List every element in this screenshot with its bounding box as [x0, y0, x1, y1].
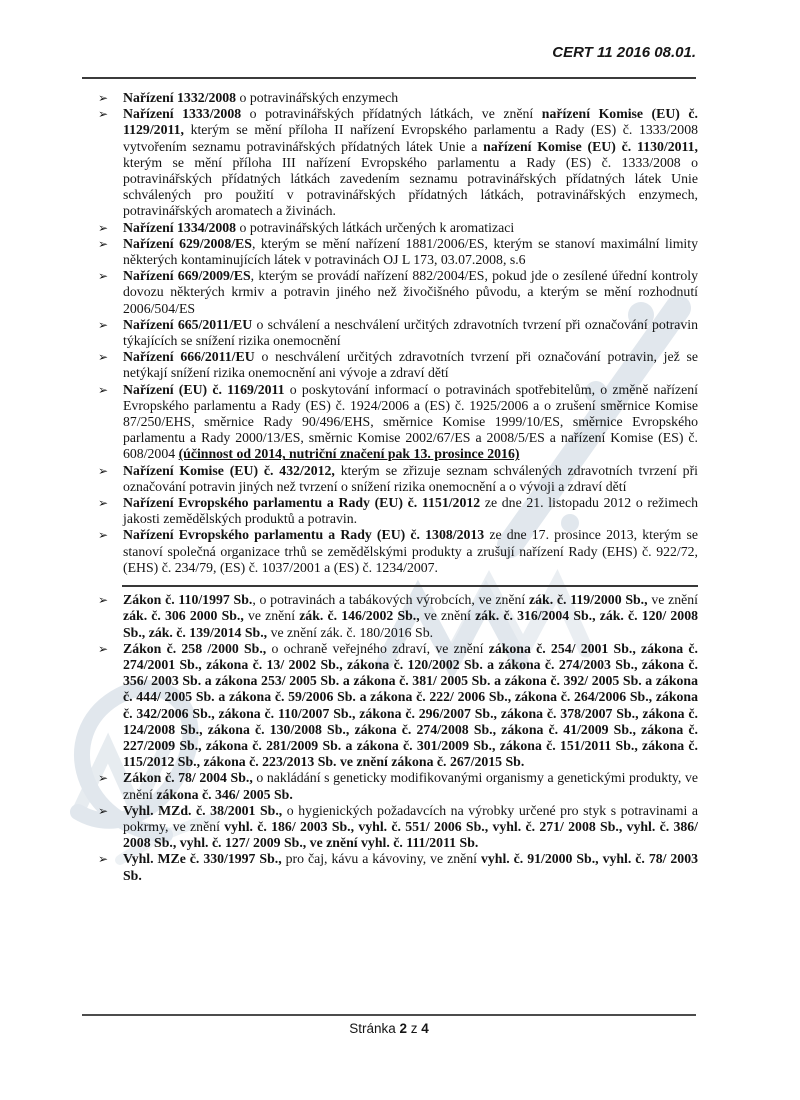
text-segment: kterým se zřizuje seznam schválených zdravotních tvrzení při označování potravin jiných než tvrzení o snížení rizika onemocnění a o vývoji a zdraví dětí [123, 462, 698, 494]
list-item [82, 770, 698, 802]
list-item [82, 382, 698, 463]
arrow-bullet-icon: ➢ [98, 528, 109, 543]
text-segment: Nařízení Komise (EU) č. 432/2012, [123, 462, 335, 478]
text-segment: o hygienických požadavcích na výrobky určené pro styk s potravinami a pokrmy, ve znění [123, 802, 698, 834]
text-segment: , o potravinách a tabákových výrobcích, ve znění [252, 592, 530, 608]
text-segment: kterým se mění příloha II nařízení Evropského parlamentu a Rady (ES) č. 1333/2008 vytvořením seznamu potravinářských přídatných látek Unie a [123, 122, 698, 154]
text-segment: 2 [399, 1021, 407, 1036]
text-segment: pro čaj, kávu a kávoviny, ve znění [281, 851, 481, 867]
list-item [82, 220, 698, 236]
text-segment: Vyhl. MZd. č. 38/2001 Sb., [123, 802, 283, 818]
list-item [82, 641, 698, 771]
item-text [123, 382, 698, 463]
text-segment: ze dne 21. listopadu 2012 o režimech jakosti zemědělských produktů a potravin. [123, 495, 698, 527]
arrow-bullet-icon: ➢ [98, 269, 109, 284]
list-item [82, 527, 698, 576]
arrow-bullet-icon: ➢ [98, 593, 109, 608]
arrow-bullet-icon: ➢ [98, 236, 109, 251]
national-laws-list [82, 592, 698, 884]
item-text [123, 495, 698, 527]
item-text [123, 592, 698, 641]
list-item [82, 317, 698, 349]
arrow-bullet-icon: ➢ [98, 803, 109, 818]
document-body [82, 90, 698, 884]
text-segment: Nařízení 669/2009/ES [123, 268, 251, 284]
arrow-bullet-icon: ➢ [98, 641, 109, 656]
text-segment: nařízení Komise (EU) č. 1129/2011, [123, 106, 698, 138]
text-segment: vyhl. č. 186/ 2003 Sb., vyhl. č. 551/ 2006 Sb., vyhl. č. 271/ 2008 Sb., vyhl. č. 386/ 2008 Sb., vyhl. č. 127/ 2009 Sb., ve znění vyhl. č. 111/2011 Sb. [123, 818, 698, 851]
header-rule [82, 77, 696, 79]
text-segment: Nařízení 665/2011/EU [123, 316, 253, 332]
text-segment: o schválení a neschválení určitých zdravotních tvrzení při označování potravin týkajících se snížení rizika onemocnění [123, 316, 698, 349]
text-segment: Zákon č. 258 /2000 Sb., [123, 640, 267, 656]
text-segment: ve znění [243, 608, 300, 624]
list-item [82, 268, 698, 317]
item-text [123, 641, 698, 771]
list-item [82, 495, 698, 527]
arrow-bullet-icon: ➢ [98, 771, 109, 786]
text-segment: Zákon č. 110/1997 Sb. [123, 592, 253, 608]
text-segment: nařízení Komise (EU) č. 1130/2011, [483, 138, 699, 154]
arrow-bullet-icon: ➢ [98, 463, 109, 478]
text-segment: Nařízení Evropského parlamentu a Rady (EU) č. 1308/2013 [123, 527, 485, 543]
text-segment: ve znění [647, 592, 698, 608]
section-divider [122, 585, 698, 587]
text-segment: (účinnost od 2014, nutriční značení pak 13. prosince 2016) [178, 446, 520, 462]
page-number [82, 1021, 696, 1036]
arrow-bullet-icon: ➢ [98, 496, 109, 511]
text-segment: Nařízení (EU) č. 1169/2011 [123, 381, 285, 397]
text-segment: , kterým se provádí nařízení 882/2004/ES, pokud jde o zesílené úřední kontroly dovozu některých krmiv a potravin jiného než živočišného původu, a kterým se mění rozhodnutí 2006/504/ES [123, 268, 698, 316]
text-segment: zák. č. 316/2004 Sb., zák. č. 120/ 2008 Sb., zák. č. 139/2014 Sb., [123, 608, 699, 640]
text-segment: o neschválení určitých zdravotních tvrzení při označování potravin, jež se netýkají snížení rizika onemocnění ani vývoje a zdraví dětí [123, 349, 698, 381]
list-item [82, 349, 698, 381]
arrow-bullet-icon: ➢ [98, 220, 109, 235]
text-segment: Vyhl. MZe č. 330/1997 Sb., [123, 851, 282, 867]
text-segment: Nařízení 1333/2008 [123, 106, 242, 122]
list-item [82, 106, 698, 219]
item-text [123, 851, 698, 883]
text-segment: Zákon č. 78/ 2004 Sb., [123, 770, 253, 786]
footer-rule [82, 1014, 696, 1016]
item-text [123, 236, 698, 268]
text-segment: o nakládání s geneticky modifikovanými organismy a genetickými produkty, ve znění [123, 770, 699, 802]
list-item [82, 463, 698, 495]
text-segment: Stránka [349, 1021, 400, 1036]
document-code: CERT 11 2016 08.01. [552, 44, 696, 61]
item-text [123, 349, 698, 381]
text-segment: o ochraně veřejného zdraví, ve znění [266, 640, 489, 656]
text-segment: ve znění [419, 608, 476, 624]
arrow-bullet-icon: ➢ [98, 852, 109, 867]
arrow-bullet-icon: ➢ [98, 350, 109, 365]
item-text [123, 463, 698, 495]
item-text [123, 220, 698, 236]
text-segment: Nařízení 666/2011/EU [123, 349, 255, 365]
arrow-bullet-icon: ➢ [98, 382, 109, 397]
text-segment: zák. č. 306 2000 Sb., [123, 608, 244, 624]
text-segment: zák. č. 119/2000 Sb., [529, 592, 648, 608]
arrow-bullet-icon: ➢ [98, 317, 109, 332]
item-text [123, 770, 698, 802]
text-segment: kterým se mění příloha III nařízení Evropského parlamentu a Rady (ES) č. 1333/2008 o potravinářských přídatných látkách zavedením seznamu potravinářských přídatných látek Unie schválených pro použití v potravinářských přídatných látkách, potravinářských enzymech, potravinářských aromatech a živinách. [123, 154, 698, 219]
text-segment: ve znění zák. č. 180/2016 Sb. [267, 624, 434, 640]
text-segment: o poskytování informací o potravinách spotřebitelům, o změně nařízení Evropského parlamentu a Rady (ES) č. 1924/2006 a (ES) č. 1925/2006 a o zrušení směrnice Komise 87/250/EHS, směrnice Rady 90/496/EHS, směrnice Komise 1999/10/ES, směrnice Evropského parlamentu a Rady 2000/13/ES, směrnic Komise 2002/67/ES a 2008/5/ES a nařízení Komise (ES) č. 608/2004 [123, 381, 698, 462]
text-segment: , kterým se mění nařízení 1881/2006/ES, kterým se stanoví maximální limity některých kontaminujících látek v potravinách OJ L 173, 03.07.2008, s.6 [123, 235, 698, 268]
text-segment: vyhl. č. 91/2000 Sb., vyhl. č. 78/ 2003 Sb. [123, 851, 698, 883]
text-segment: zákona č. 254/ 2001 Sb., zákona č. 274/2001 Sb., zákona č. 13/ 2002 Sb., zákona č. 120/2002 Sb. a zákona č. 274/2003 Sb., zákona č. 356/ 2003 Sb. a zákona 253/ 2005 Sb. a zákona č. 381/ 2005 Sb. a zákona č. 392/ 2005 Sb. a zákona č. 444/ 2005 Sb. a zákona č. 59/2006 Sb. a zákona č. 222/ 2006 Sb., zákona č. 264/2006 Sb., zákona č. 342/2006 Sb., zákona č. 110/2007 Sb., zákona č. 296/2007 Sb., zákona č. 378/2007 Sb., zákona č. 124/2008 Sb., zákona č. 130/2008 Sb., zákona č. 274/2008 Sb., zákona č. 41/2009 Sb., zákona č. 227/2009 Sb., zákona č. 281/2009 Sb. a zákona č. 301/2009 Sb., zákona č. 151/2011 Sb., zákona č. 115/2012 Sb., zákona č. 223/2013 Sb. ve znění zákona č. 267/2015 Sb. [123, 640, 698, 770]
text-segment: ze dne 17. prosince 2013, kterým se stanoví společná organizace trhů se zemědělskými produkty a zrušují nařízení Rady (EHS) č. 922/72, (EHS) č. 234/79, (ES) č. 1037/2001 a (ES) č. 1234/2007. [123, 527, 698, 575]
text-segment: Nařízení Evropského parlamentu a Rady (EU) č. 1151/2012 [123, 495, 481, 511]
text-segment: o potravinářských enzymech [236, 90, 399, 105]
list-item [82, 592, 698, 641]
item-text [123, 317, 698, 349]
text-segment: Nařízení 629/2008/ES [123, 235, 252, 251]
list-item [82, 90, 698, 106]
text-segment: zák. č. 146/2002 Sb., [299, 608, 420, 624]
text-segment: o potravinářských přídatných látkách, ve znění [241, 106, 542, 122]
text-segment: o potravinářských látkách určených k aromatizaci [236, 219, 515, 235]
item-text [123, 106, 698, 219]
item-text [123, 90, 698, 106]
arrow-bullet-icon: ➢ [98, 107, 109, 122]
text-segment: z [407, 1021, 422, 1036]
list-item [82, 236, 698, 268]
item-text [123, 527, 698, 576]
arrow-bullet-icon: ➢ [98, 91, 109, 105]
text-segment: 4 [421, 1021, 429, 1036]
list-item [82, 803, 698, 852]
item-text [123, 268, 698, 317]
text-segment: Nařízení 1334/2008 [123, 219, 237, 235]
item-text [123, 803, 698, 852]
text-segment: zákona č. 346/ 2005 Sb. [156, 786, 293, 802]
eu-regulations-list [82, 90, 698, 576]
list-item [82, 851, 698, 883]
text-segment: Nařízení 1332/2008 [123, 90, 237, 105]
